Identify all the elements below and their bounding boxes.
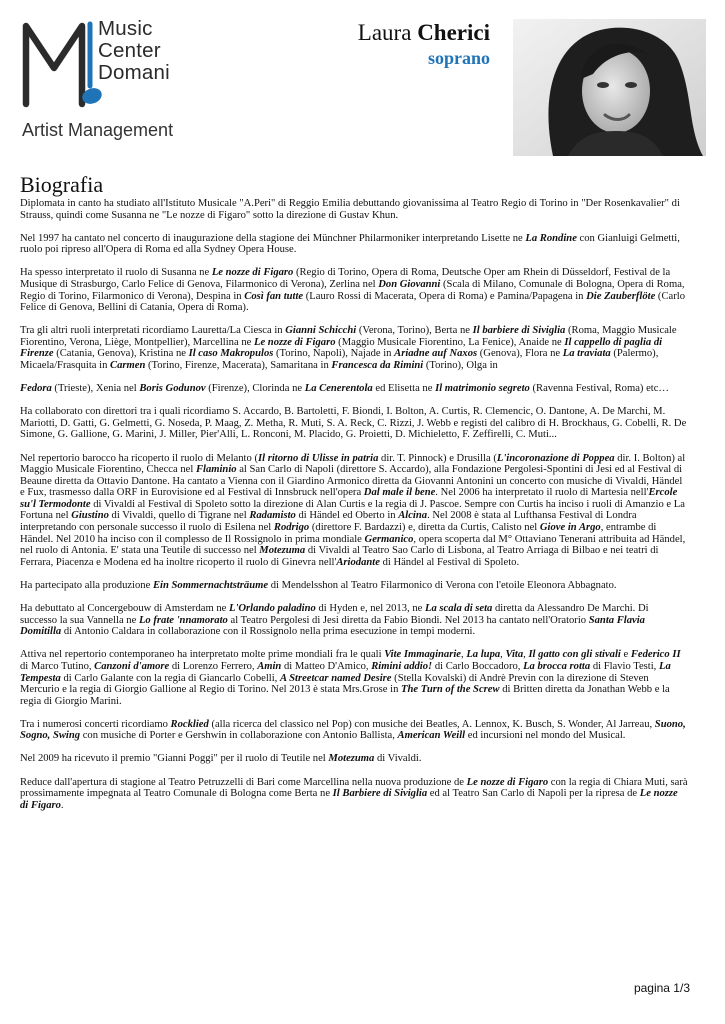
- biography-title: Biografia: [20, 172, 104, 197]
- page-number: pagina 1/3: [633, 981, 690, 995]
- biography-paragraph: Tra i numerosi concerti ricordiamo Rocklied (alla ricerca del classico nel Pop) con musiche dei Beatles, A. Lennox, K. Busch, S. Wonder, Al Jarreau, Suono, Sogno, Swing con musiche di Porter e Gershwin in collaborazione con Antonio Ballista, American Weill ed incursioni nel mondo del Musical.: [20, 718, 686, 742]
- biography-paragraph: Nel 2009 ha ricevuto il premio "Gianni Poggi" per il ruolo di Teutile nel Motezuma di Vivaldi.: [20, 753, 422, 765]
- artist-first-name: Laura: [357, 20, 412, 45]
- biography-paragraph: Reduce dall'apertura di stagione al Teatro Petruzzelli di Bari come Marcellina nella nuova produzione de Le nozze di Figaro con la regia di Chiara Muti, sarà prossimamente impegnata al Teatro Comunale di Bologna come Berta ne Il Barbiere di Siviglia ed al Teatro San Carlo di Napoli per la ripresa de Le nozze di Figaro.: [20, 776, 688, 811]
- biography-paragraph: Tra gli altri ruoli interpretati ricordiamo Lauretta/La Ciesca in Gianni Schicchi (Verona, Torino), Berta ne Il barbiere di Siviglia (Roma, Maggio Musicale Fiorentino, Verona, Liège, Montpellier), Marcellina ne Le nozze di Figaro (Maggio Musicale Fiorentino, La Fenice), Anaide ne Il cappello di paglia di Firenze (Catania, Genova), Kristina ne Il caso Makropulos (Torino, Napoli), Najade in Ariadne auf Naxos (Genova), Flora ne La traviata (Palermo), Micaela/Frasquita in Carmen (Torino, Firenze, Macerata), Samaritana in Francesca da Rimini (Torino), Olga in: [20, 325, 677, 372]
- artist-role: soprano: [427, 48, 490, 68]
- biography-paragraph: Fedora (Trieste), Xenia nel Boris Godunov (Firenze), Clorinda ne La Cenerentola ed Elisetta ne Il matrimonio segreto (Ravenna Festival, Roma) etc…: [20, 383, 670, 395]
- artist-heading: [358, 20, 490, 69]
- biography-paragraph: Nel 1997 ha cantato nel concerto di inaugurazione della stagione dei Münchner Philarmoniker interpretando Lisette ne La Rondine con Gianluigi Gelmetti, ruolo poi ripreso all'Opera di Roma ed alla Sydney Opera House.: [20, 232, 680, 256]
- biography-paragraph: Attiva nel repertorio contemporaneo ha interpretato molte prime mondiali fra le quali Vite Immaginarie, La lupa, Vita, Il gatto con gli stivali e Federico II di Marco Tutino, Canzoni d'amore di Lorenzo Ferrero, Amin di Matteo D'Amico, Rimini addio! di Carlo Boccadoro, La brocca rotta di Flavio Testi, La Tempesta di Carlo Galante con la regia di Giancarlo Cobelli, A Streetcar named Desire (Stella Kovalski) di Andrè Previn con la direzione di Steven Mercurio e la regia di Giorgio Gallione al Regio di Torino. Nel 2013 è stata Mrs.Grose in The Turn of the Screw di Britten diretta da Jonathan Webb e la regia di Giorgio Marini.: [20, 649, 681, 707]
- biography-paragraph: Ha debuttato al Concergebouw di Amsterdam ne L'Orlando paladino di Hyden e, nel 2013, ne La scala di seta diretta da Alessandro De Marchi. Di successo la sua Vannella ne Lo frate 'nnamorato al Teatro Pergolesi di Jesi diretta da Fabio Biondi. Nel 2013 ha cantato nell'Oratorio Santa Flavia Domitilla di Antonio Caldara in collaborazione con il Rossignolo nella prima esecuzione in tempi moderni.: [20, 603, 649, 638]
- portrait-photo: [513, 19, 706, 156]
- logo-line-1: Music: [98, 17, 153, 40]
- biography-paragraph: Ha collaborato con direttori tra i quali ricordiamo S. Accardo, B. Bartoletti, F. Biondi, I. Bolton, A. Curtis, R. Clemencic, O. Dantone, A. De Marchi, M. Mariotti, D. Gatti, G. Gelmetti, G. Noseda, P. Maag, Z. Metha, R. Muti, S. A. Reck, C. Rizzi, J. Webb e registi del calibro di H. Brockhaus, G. Cobelli, R. De Simone, G. Gallione, G. Marini, J. Miller, Pier'Alli, L. Ronconi, M. Placido, G. Proietti, D. Michieletto, F. Zeffirelli, C. Muti...: [20, 406, 687, 441]
- biography-section: [20, 172, 688, 823]
- biography-paragraph: Diplomata in canto ha studiato all'Istituto Musicale "A.Peri" di Reggio Emilia debuttando giovanissima al Teatro Regio di Torino in "Der Rosenkavalier" di Strauss, quindi come Susanna ne "Le nozze di Figaro" sotto la direzione di Gustav Khun.: [20, 198, 680, 221]
- biography-paragraph: Nel repertorio barocco ha ricoperto il ruolo di Melanto (Il ritorno di Ulisse in patria dir. T. Pinnock) e Drusilla (L'incoronazione di Poppea dir. I. Bolton) al Maggio Musicale Fiorentino, Checca nel Flaminio al San Carlo di Napoli (direttore S. Accardo), alla Fondazione Pergolesi-Spontini di Jesi ed al Festival di Beaune diretta da Ottavio Dantone. Ha cantato a Vienna con il Giardino Armonico diretta da Giovanni Antonini un concerto con musiche di Vivaldi, Händel e Fux, trasmesso dalla ORF in Eurovisione ed al Festival di Innsbruck nell'opera Dal male il bene. Nel 2006 ha interpretato il ruolo di Martesia nell'Ercole su'l Termodonte di Vivaldi al Festival di Spoleto sotto la direzione di Alan Curtis e la regia di J. Pascoe. Sempre con Curtis ha inciso i ruoli di Amanzio e La Fortuna nel Giustino di Vivaldi, quello di Tigrane nel Radamisto di Händel ed Oberto in Alcina. Nel 2008 è stata al Lufthansa Festival di Londra interpretando con personale successo il ruolo di Esilena nel Rodrigo (direttore F. Bardazzi) e, diretta da Curtis, Calisto nel Giove in Argo, entrambe di Händel. Nel 2010 ha inciso con il complesso de Il Rossignolo in prima mondiale Germanico, opera scoperta dal M° Ottaviano Tenerani attribuita ad Händel, nel ruolo di Antonia. E' stata una Teutile di successo nel Motezuma di Vivaldi al Teatro Sao Carlo di Lisbona, al Teatro Arriaga di Bilbao e nei teatri di Ferrara, Piacenza e Modena ed ha inoltre ricoperto il ruolo di Ginevra nell'Ariodante di Händel al Festival di Spoleto.: [20, 452, 686, 568]
- artist-name: [358, 20, 490, 46]
- logo-line-3: Domani: [98, 61, 170, 84]
- portrait-photo-icon: [513, 19, 706, 156]
- logo-tagline: Artist Management: [22, 120, 174, 140]
- biography-paragraph: Ha partecipato alla produzione Ein Sommernachtsträume di Mendelsshon al Teatro Filarmonico di Verona con l'etoile Eleonora Abbagnato.: [20, 579, 617, 591]
- logo: [20, 16, 220, 146]
- artist-last-name: Cherici: [417, 20, 490, 45]
- logo-line-2: Center: [98, 39, 161, 62]
- biography-text: [20, 198, 688, 811]
- biography-paragraph: Ha spesso interpretato il ruolo di Susanna ne Le nozze di Figaro (Regio di Torino, Opera di Roma, Deutsche Oper am Rhein di Düsseldorf, Festival de la Musique di Strasburgo, Carlo Felice di Genova, Filarmonico di Verona), Zerlina nel Don Giovanni (Scala di Milano, Comunale di Bologna, Opera di Roma, Regio di Torino, Filarmonico di Verona), Despina in Così fan tutte (Lauro Rossi di Macerata, Opera di Roma) e Pamina/Papagena in Die Zauberflöte (Carlo Felice di Genova, Bellini di Catania, Opera di Roma).: [20, 267, 685, 314]
